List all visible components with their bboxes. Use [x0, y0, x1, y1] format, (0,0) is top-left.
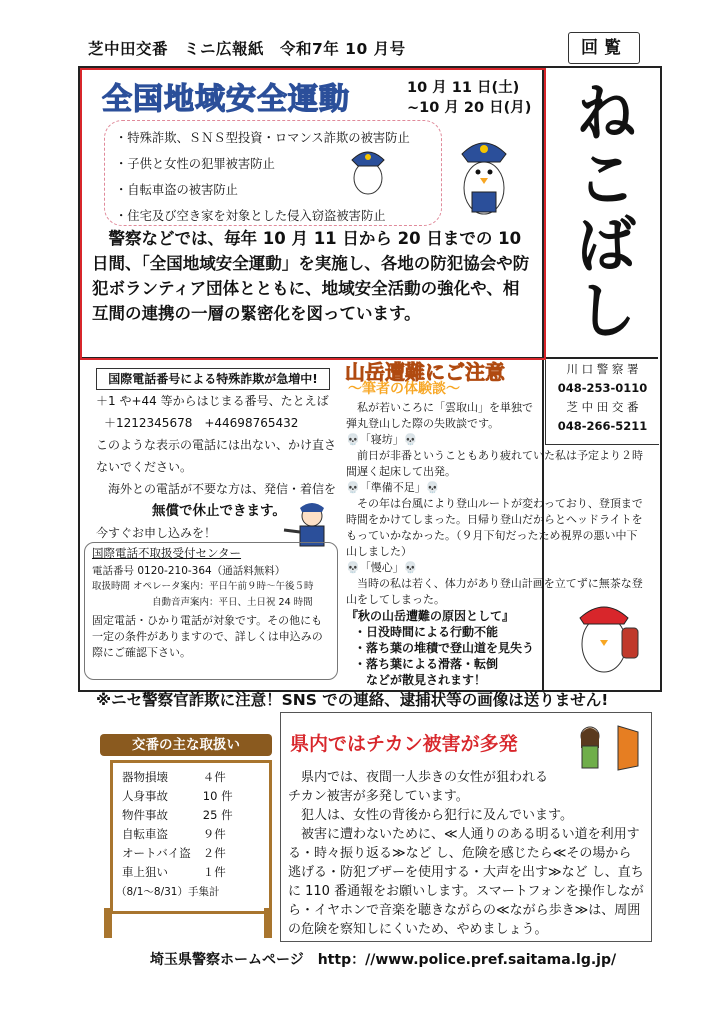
bullet-item: ・住宅及び空き家を対象とした侵入窃盗被害防止 [115, 209, 386, 223]
handling-count: １件 [202, 865, 226, 879]
campaign-dates [407, 78, 531, 118]
center-info [92, 545, 332, 661]
campaign-paragraph: 警察などでは、毎年 10 月 11 日から 20 日までの 10 日間、「全国地域安全運動」を実施し、各地の防犯協会や防犯ボランティア団体とともに、地域安全活動の強化や、相互間の連携の一層の緊密化を図っています。 [92, 229, 530, 323]
bullet-item: ・特殊詐欺、ＳＮＳ型投資・ロマンス詐欺の被害防止 [115, 131, 410, 145]
handling-count: 25 件 [202, 808, 233, 822]
handling-item: 人身事故 [122, 789, 168, 803]
autumn-item: ・日没時間による行動不能 [354, 625, 499, 639]
contact-station: 川 口 警 察 署 [566, 362, 639, 376]
autumn-item: ・落ち葉の堆積で登山道を見失う [354, 641, 535, 655]
contact-tel: 048-253-0110 [557, 381, 648, 395]
campaign-date-end: ~10 月 20 日(月) [407, 100, 532, 116]
police-mascot-flying-icon [338, 140, 398, 200]
handling-item: 車上狙い [122, 865, 168, 879]
handling-title: 交番の主な取扱い [100, 734, 272, 756]
story-text: 前日が非番ということもあり疲れていた私は予定より２時間遅く起床して出発。 [346, 449, 643, 478]
handling-item: 自転車盗 [122, 827, 168, 841]
story-intro: 私が若いころに「雲取山」を単独で弾丸登山した際の失敗談です。 [346, 401, 533, 430]
chikan-title: 県内ではチカン被害が多発 [290, 733, 518, 755]
contact-tel: 048-266-5211 [557, 419, 648, 433]
handling-count: ４件 [202, 770, 226, 784]
bullet-item: ・自転車盗の被害防止 [115, 183, 238, 197]
center-title: 国際電話不取扱受付センター [92, 546, 242, 560]
handling-period: （8/1～8/31）手集計 [116, 886, 220, 898]
story-text: 当時の私は若く、体力があり登山計画を立てずに無茶な登山をしてしまった。 [346, 577, 643, 606]
handling-item: オートバイ盗 [122, 846, 191, 860]
table-row [116, 863, 239, 882]
contact-station: 芝 中 田 交 番 [566, 400, 639, 414]
center-hours: 自動音声案内：平日、土日祝 24 時間 [152, 597, 313, 608]
story-heading: 💀「慢心」💀 [346, 561, 418, 574]
table-row [116, 825, 239, 844]
handling-list [116, 768, 239, 899]
sign-post-left [104, 908, 112, 938]
chikan-paragraph: 県内では、夜間一人歩きの女性が狙われるチカン被害が多発しています。 [288, 770, 549, 804]
handling-count: 10 件 [202, 789, 233, 803]
fraud-line: ＋1 や+44 等からはじまる番号、たとえば [96, 394, 329, 408]
center-tel: 電話番号 0120-210-364（通話料無料） [92, 565, 286, 577]
fraud-line: ＋1212345678 +44698765432 [104, 416, 299, 430]
mountain-title: 山岳遭難にご注意 [345, 360, 505, 384]
campaign-date-start: 10 月 11 日(土) [407, 80, 520, 96]
fraud-line: 海外との電話が不要な方は、発信・着信を [96, 482, 337, 496]
handling-item: 物件事故 [122, 808, 168, 822]
side-title: ねこばし [565, 80, 638, 344]
sign-post-right [264, 908, 272, 938]
fraud-heading: 国際電話番号による特殊詐欺が急増中! [96, 368, 330, 390]
handling-count: ２件 [202, 846, 226, 860]
fraud-line: 無償で休止できます。 [152, 503, 286, 519]
fraud-line: 今すぐお申し込みを！ [96, 526, 217, 540]
campaign-title: 全国地域安全運動 [102, 82, 350, 117]
police-mascot-icon [444, 130, 524, 220]
story-heading: 💀「準備不足」💀 [346, 481, 440, 494]
chikan-paragraph: 被害に遭わないために、≪人通りのある明るい道を利用する・時々振り返る≫など し、危険を感じたら≪その場から逃げる・防犯ブザーを使用する・大声を出す≫など し、直ちに 110 番通報をお願いします。スマートフォンを操作しながら・イヤホンで音楽を聴きながらの≪ながら歩き≫は、周囲の危険を察知しにくいため、やめましょう。 [288, 827, 644, 937]
center-hours: 取扱時間 オペレータ案内：平日午前９時～午後５時 [92, 581, 314, 592]
chikan-text [288, 768, 644, 939]
chikan-paragraph: 犯人は、女性の背後から犯行に及んでいます。 [288, 808, 573, 823]
table-row [116, 806, 239, 825]
footer-url: 埼玉県警察ホームページ http：//www.police.pref.saitama.lg.jp/ [150, 952, 617, 968]
woman-walking-icon [568, 722, 644, 772]
fake-police-warning: ※ニセ警察官詐欺に注意！SNS での連絡、逮捕状等の画像は送りません! [96, 691, 609, 709]
autumn-title: 『秋の山岳遭難の原因として』 [346, 609, 515, 623]
autumn-item: などが散見されます！ [354, 673, 487, 687]
fraud-line: このような表示の電話には出ない、かけ直さないでください。 [96, 438, 337, 474]
table-row [116, 844, 239, 863]
autumn-item: ・落ち葉による滑落・転倒 [354, 657, 499, 671]
page-header-title: 芝中田交番 ミニ広報紙 令和7年 10 月号 [88, 40, 406, 58]
police-officer-icon [282, 496, 342, 548]
table-row [116, 768, 239, 787]
story-text: その年は台風により登山ルートが変わっており、登頂まで時間をかけてしまった。日帰り登山だからとヘッドライトをもっていかなかった。（９月下旬だったため視界の悪い中下山しました） [346, 497, 643, 558]
handling-item: 器物損壊 [122, 770, 168, 784]
table-row [116, 787, 239, 806]
bullet-item: ・子供と女性の犯罪被害防止 [115, 157, 275, 171]
mountain-subtitle: ～筆者の体験談～ [348, 381, 460, 397]
hiker-mascot-icon [566, 588, 646, 678]
kairan-stamp: 回覧 [568, 32, 640, 64]
story-heading: 💀「寝坊」💀 [346, 433, 418, 446]
handling-count: ９件 [202, 827, 226, 841]
center-note: 固定電話・ひかり電話が対象です。その他にも一定の条件がありますので、詳しくは申込みの際にご確認下さい。 [92, 614, 323, 659]
